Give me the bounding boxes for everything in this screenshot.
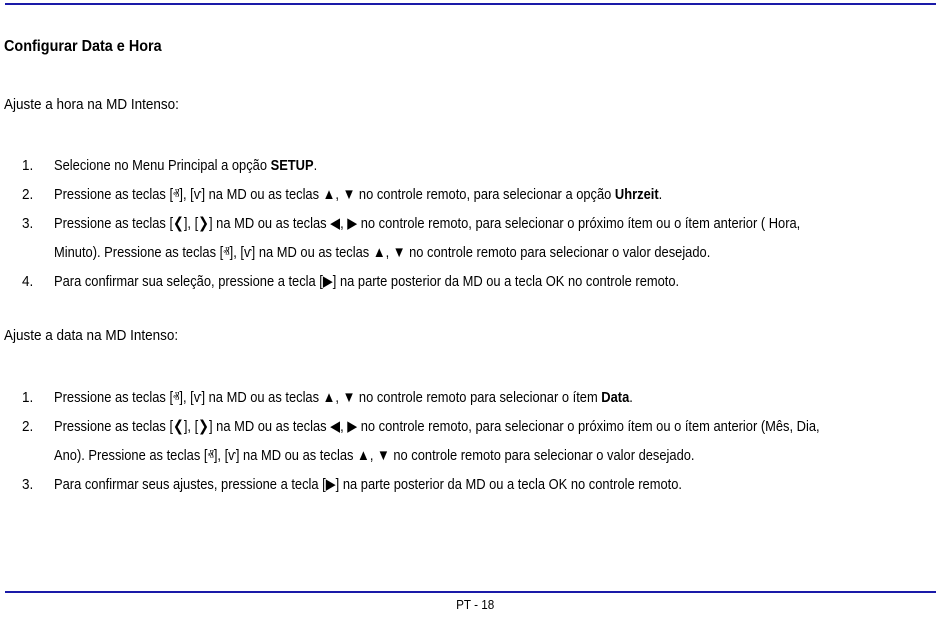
step-number: 1. — [22, 157, 34, 174]
step-number: 2. — [22, 186, 34, 203]
data-keyword: Data — [601, 389, 630, 406]
date-section-intro: Ajuste a data na MD Intenso: — [4, 327, 179, 344]
time-steps-list — [0, 151, 950, 296]
top-rule — [5, 3, 936, 5]
step-text-line-2: Ano). Pressione as teclas [ⱏ], [ⱱ] na MD ou as teclas ▲, ▼ no controle remoto para selecionar o valor desejado. — [54, 447, 695, 464]
step-text-line-1: Pressione as teclas [❮], [❯] na MD ou as teclas ◀, ▶ no controle remoto, para selecionar o próximo ítem ou o ítem anterior ( Hora, — [54, 215, 801, 232]
list-item — [0, 412, 950, 470]
list-item — [0, 180, 950, 209]
step-text: Para confirmar seus ajustes, pressione a tecla [▶] na parte posterior da MD ou a tecla OK no controle remoto. — [54, 476, 683, 493]
step-number: 3. — [22, 476, 34, 493]
step-number: 1. — [22, 389, 34, 406]
page-number: PT - 18 — [455, 597, 495, 612]
page-footer — [0, 597, 950, 612]
uhrzeit-keyword: Uhrzeit — [614, 186, 659, 203]
step-text-line-1: Pressione as teclas [❮], [❯] na MD ou as teclas ◀, ▶ no controle remoto, para selecionar o próximo ítem ou o ítem anterior (Mês, Dia, — [54, 418, 820, 435]
list-item — [0, 267, 950, 296]
date-steps-list — [0, 383, 950, 499]
step-text: Pressione as teclas [ⱏ], [ⱱ] na MD ou as teclas ▲, ▼ no controle remoto, para selecionar a opção Uhrzeit. — [54, 186, 663, 203]
step-text: Para confirmar sua seleção, pressione a tecla [▶] na parte posterior da MD ou a tecla OK no controle remoto. — [54, 273, 680, 290]
list-item — [0, 470, 950, 499]
bottom-rule — [5, 591, 936, 593]
list-item — [0, 209, 950, 267]
list-item — [0, 151, 950, 180]
step-text-line-2: Minuto). Pressione as teclas [ⱏ], [ⱱ] na MD ou as teclas ▲, ▼ no controle remoto para selecionar o valor desejado. — [54, 244, 711, 261]
step-text: Selecione no Menu Principal a opção SETUP. — [54, 157, 318, 174]
step-text: Pressione as teclas [ⱏ], [ⱱ] na MD ou as teclas ▲, ▼ no controle remoto para selecionar o ítem Data. — [54, 389, 633, 406]
step-number: 3. — [22, 215, 34, 232]
list-item — [0, 383, 950, 412]
step-number: 4. — [22, 273, 34, 290]
step-number: 2. — [22, 418, 34, 435]
setup-keyword: SETUP — [270, 157, 314, 174]
page-title: Configurar Data e Hora — [4, 38, 162, 55]
time-section-intro: Ajuste a hora na MD Intenso: — [4, 96, 179, 113]
